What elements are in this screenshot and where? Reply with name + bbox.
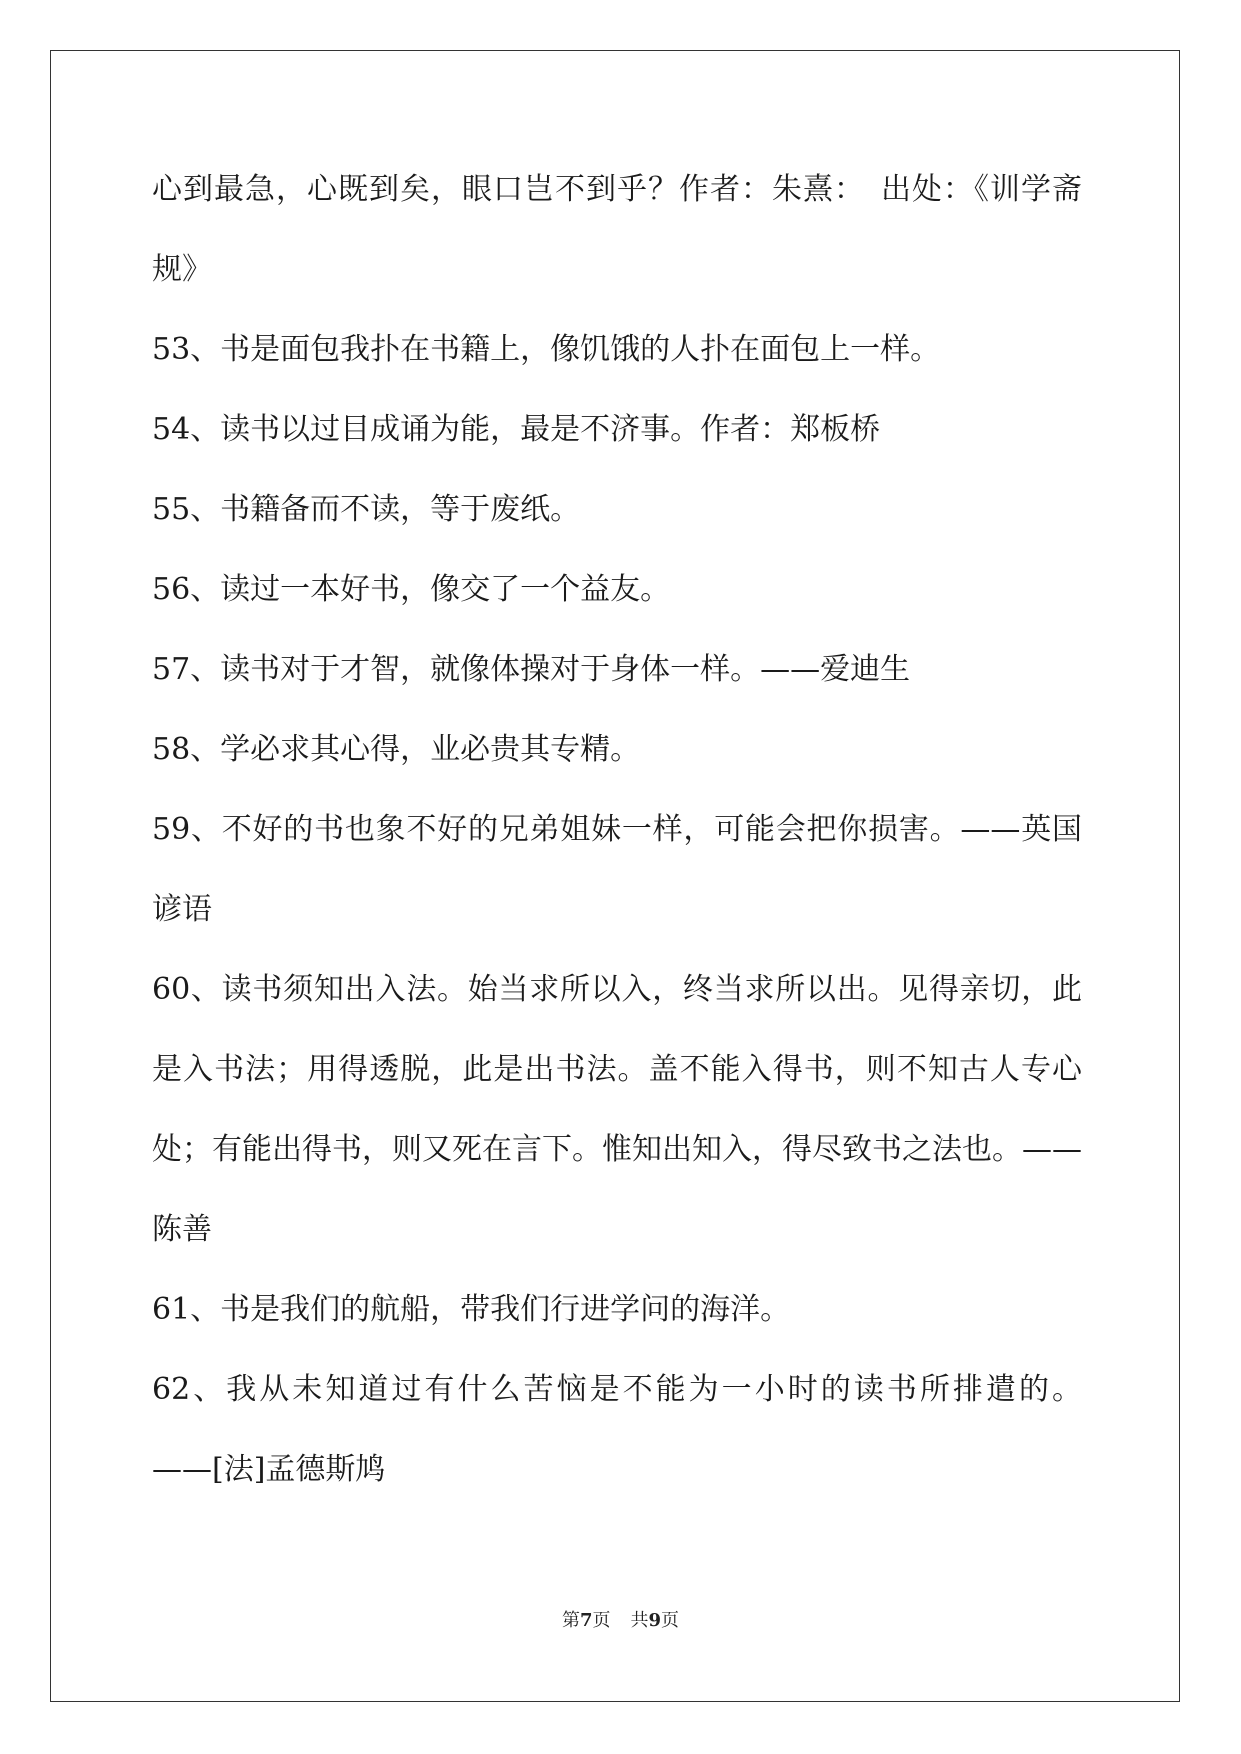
text-line: 58、学必求其心得，业必贵其专精。 [152, 732, 641, 767]
text-line: 56、读过一本好书，像交了一个益友。 [152, 572, 671, 607]
text-line: 53、书是面包我扑在书籍上，像饥饿的人扑在面包上一样。 [152, 332, 941, 367]
footer-total-word: 页 [661, 1610, 680, 1631]
text-line: 62、我从未知道过有什么苦恼是不能为一小时的读书所排遣的。 [152, 1372, 1082, 1407]
text-line: ——[法]孟德斯鸠 [152, 1452, 386, 1487]
text-line: 55、书籍备而不读，等于废纸。 [152, 492, 581, 527]
footer-page-word: 页 [592, 1610, 611, 1631]
text-line: 心到最急，心既到矣，眼口岂不到乎？作者：朱熹： 出处：《训学斋 [152, 172, 1082, 207]
text-line: 57、读书对于才智，就像体操对于身体一样。——爱迪生 [152, 652, 911, 687]
text-line: 59、不好的书也象不好的兄弟姐妹一样，可能会把你损害。——英国 [152, 812, 1082, 847]
text-line: 60、读书须知出入法。始当求所以入，终当求所以出。见得亲切，此 [152, 972, 1082, 1007]
text-line: 谚语 [152, 892, 212, 927]
text-line: 陈善 [152, 1212, 212, 1247]
text-line: 是入书法；用得透脱，此是出书法。盖不能入得书，则不知古人专心 [152, 1052, 1082, 1087]
page-footer [0, 1606, 1241, 1632]
text-line: 规》 [152, 252, 212, 287]
document-body [152, 160, 1082, 1520]
text-line: 54、读书以过目成诵为能，最是不济事。作者：郑板桥 [152, 412, 881, 447]
text-line: 61、书是我们的航船，带我们行进学问的海洋。 [152, 1292, 791, 1327]
footer-prefix: 第 [561, 1610, 580, 1631]
text-line: 处；有能出得书，则又死在言下。惟知出知入，得尽致书之法也。—— [152, 1132, 1082, 1167]
footer-total-prefix: 共 [630, 1610, 649, 1631]
current-page-number: 7 [579, 1610, 593, 1631]
total-pages-number: 9 [648, 1610, 662, 1631]
